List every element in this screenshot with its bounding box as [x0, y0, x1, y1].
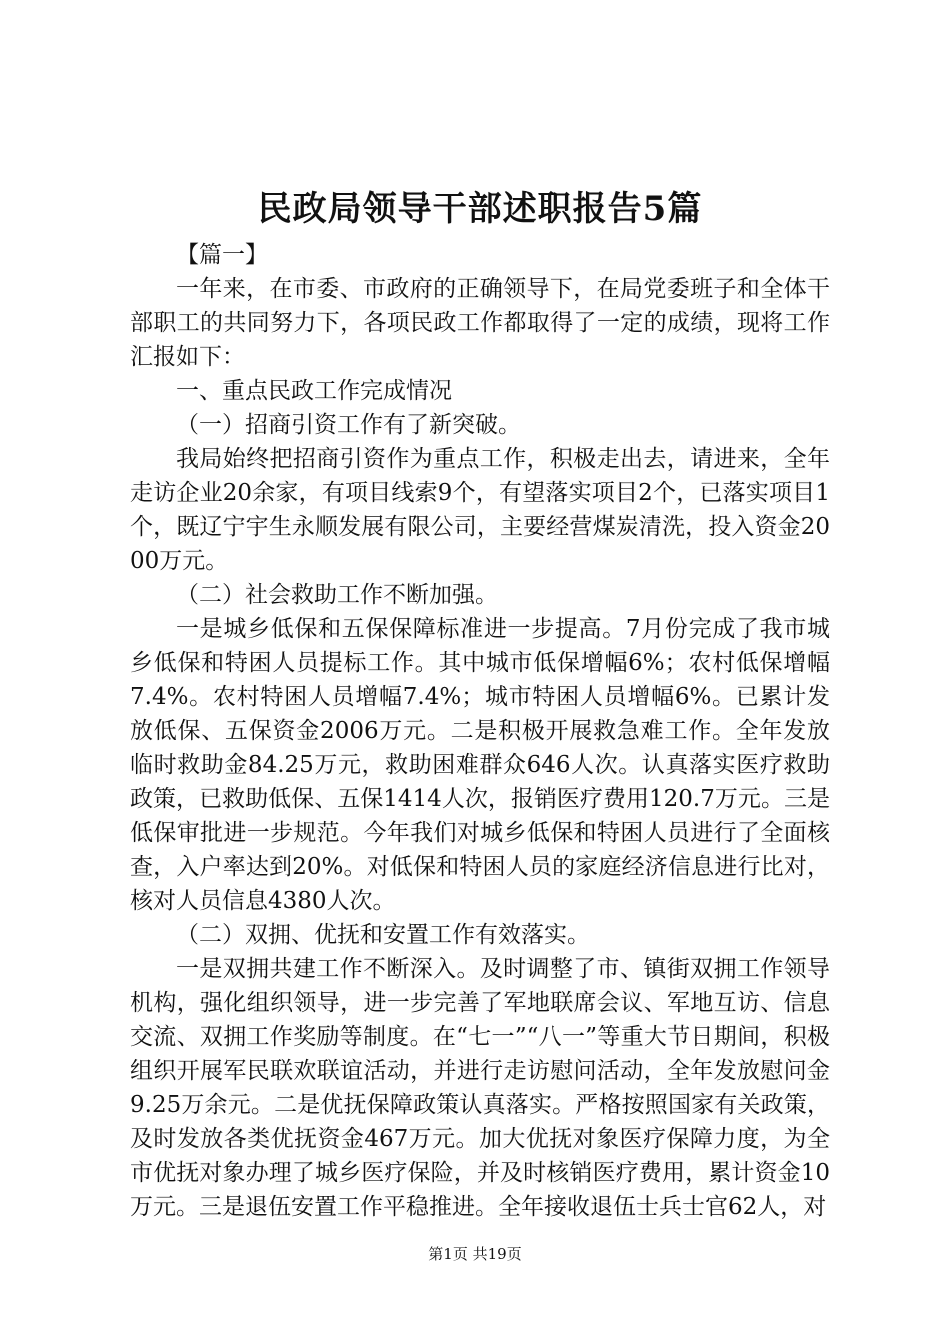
- subheading-social-assistance: （二）社会救助工作不断加强。: [176, 582, 498, 608]
- subheading-investment: （一）招商引资工作有了新突破。: [176, 412, 521, 438]
- page-footer: 第1页 共19页: [428, 1245, 522, 1263]
- heading-key-work: 一、重点民政工作完成情况: [176, 378, 452, 404]
- paragraph-social-assistance: 一是城乡低保和五保保障标准进一步提高。7月份完成了我市城乡低保和特困人员提标工作。其中城市低保增幅6%；农村低保增幅7.4%。农村特困人员增幅7.4%；城市特困人员增幅6%。已累计发放低保、五保资金2006万元。二是积极开展救急难工作。全年发放临时救助金84.25万元，救助困难群众646人次。认真落实医疗救助政策，已救助低保、五保1414人次，报销医疗费用120.7万元。三是低保审批进一步规范。今年我们对城乡低保和特困人员进行了全面核查，入户率达到20%。对低保和特困人员的家庭经济信息进行比对，核对人员信息4380人次。: [130, 616, 830, 914]
- paragraph-investment: 我局始终把招商引资作为重点工作，积极走出去，请进来，全年走访企业20余家，有项目线索9个，有望落实项目2个，已落实项目1个，既辽宁宇生永顺发展有限公司，主要经营煤炭清洗，投入资金2000万元。: [130, 446, 830, 574]
- section-heading-part-one: 【篇一】: [176, 242, 268, 268]
- document-page: [130, 186, 830, 1224]
- subheading-military-support: （二）双拥、优抚和安置工作有效落实。: [176, 922, 590, 948]
- document-title: 民政局领导干部述职报告5篇: [257, 189, 703, 229]
- paragraph-military-support: 一是双拥共建工作不断深入。及时调整了市、镇街双拥工作领导机构，强化组织领导，进一步完善了军地联席会议、军地互访、信息交流、双拥工作奖励等制度。在“七一”“八一”等重大节日期间，积极组织开展军民联欢联谊活动，并进行走访慰问活动，全年发放慰问金9.25万余元。二是优抚保障政策认真落实。严格按照国家有关政策，及时发放各类优抚资金467万元。加大优抚对象医疗保障力度，为全市优抚对象办理了城乡医疗保险，并及时核销医疗费用，累计资金10万元。三是退伍安置工作平稳推进。全年接收退伍士兵士官62人，对: [130, 956, 830, 1220]
- intro-paragraph: 一年来，在市委、市政府的正确领导下，在局党委班子和全体干部职工的共同努力下，各项民政工作都取得了一定的成绩，现将工作汇报如下：: [130, 276, 830, 370]
